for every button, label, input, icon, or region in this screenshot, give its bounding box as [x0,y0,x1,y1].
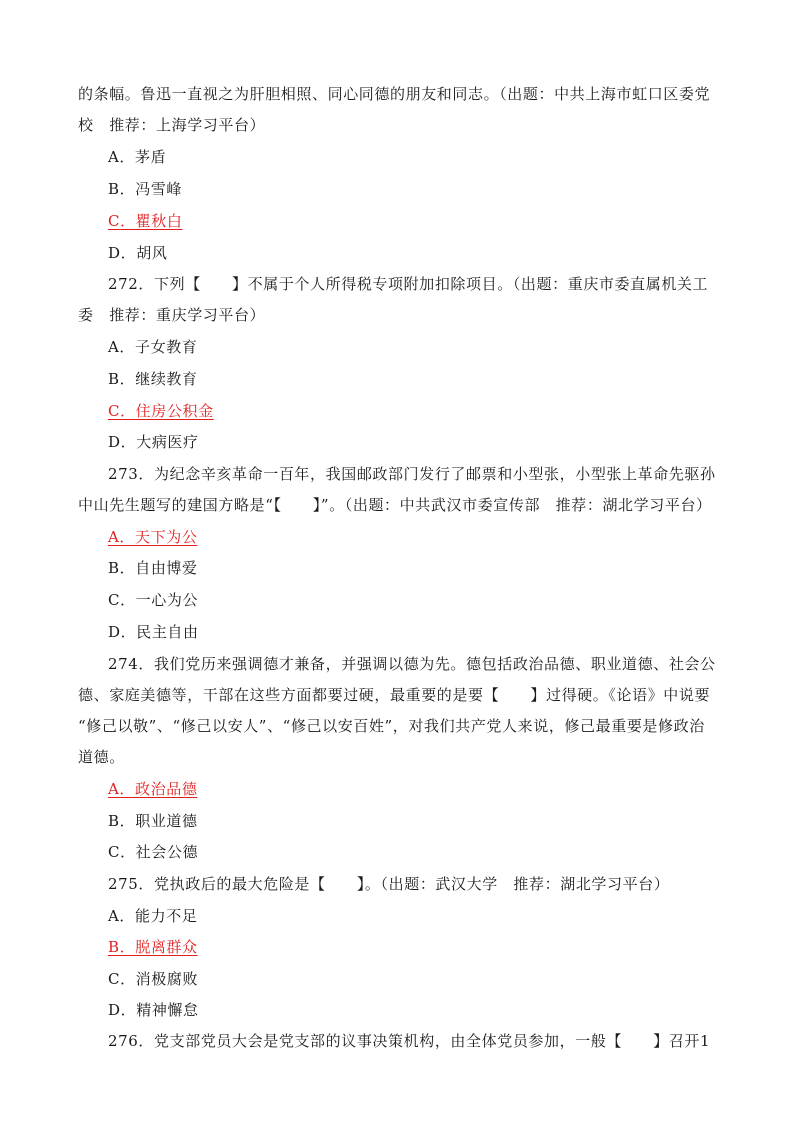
question-274-text-cont: 道德。 [78,748,125,766]
option-c: C．消极腐败 [108,970,199,988]
question-274-text-cont: “修己以敬”、“修己以安人”、“修己以安百姓”，对我们共产党人来说，修己最重要是修政治 [78,717,705,735]
option-a: A．茅盾 [108,148,167,166]
option-c: C．一心为公 [108,591,199,609]
option-d: D．大病医疗 [108,433,199,451]
question-272-text: 272．下列【 】不属于个人所得税专项附加扣除项目。（出题：重庆市委直属机关工 [108,275,709,293]
option-d: D．民主自由 [108,623,199,641]
option-c: C．社会公德 [108,843,199,861]
option-d: D．胡风 [108,244,168,262]
question-text-line: 校 推荐：上海学习平台） [78,116,266,134]
option-a-correct: A．天下为公 [108,528,198,546]
option-b: B．职业道德 [108,812,198,830]
option-a: A．子女教育 [108,338,198,356]
option-b: B．自由博爱 [108,559,198,577]
option-a: A．能力不足 [108,907,198,925]
option-b: B．继续教育 [108,370,198,388]
option-d: D．精神懈怠 [108,1001,199,1019]
question-272-text-cont: 委 推荐：重庆学习平台） [78,306,266,324]
option-b-correct: B．脱离群众 [108,938,198,956]
question-274-text-cont: 德、家庭美德等，干部在这些方面都要过硬，最重要的是要【 】过得硬。《论语》中说要 [78,686,711,704]
question-273-text: 273．为纪念辛亥革命一百年，我国邮政部门发行了邮票和小型张，小型张上革命先驱孙 [108,465,716,483]
question-273-text-cont: 中山先生题写的建国方略是“【 】”。（出题：中共武汉市委宣传部 推荐：湖北学习平台） [78,496,712,514]
option-b: B．冯雪峰 [108,180,183,198]
option-c-correct: C．瞿秋白 [108,212,183,230]
option-a-correct: A．政治品德 [108,780,198,798]
question-275-text: 275．党执政后的最大危险是【 】。（出题：武汉大学 推荐：湖北学习平台） [108,875,670,893]
question-274-text: 274．我们党历来强调德才兼备，并强调以德为先。德包括政治品德、职业道德、社会公 [108,655,716,673]
option-c-correct: C．住房公积金 [108,402,214,420]
question-text-line: 的条幅。鲁迅一直视之为肝胆相照、同心同德的朋友和同志。（出题：中共上海市虹口区委党 [78,85,711,103]
question-276-text: 276．党支部党员大会是党支部的议事决策机构，由全体党员参加，一般【 】召开1 [108,1032,711,1050]
